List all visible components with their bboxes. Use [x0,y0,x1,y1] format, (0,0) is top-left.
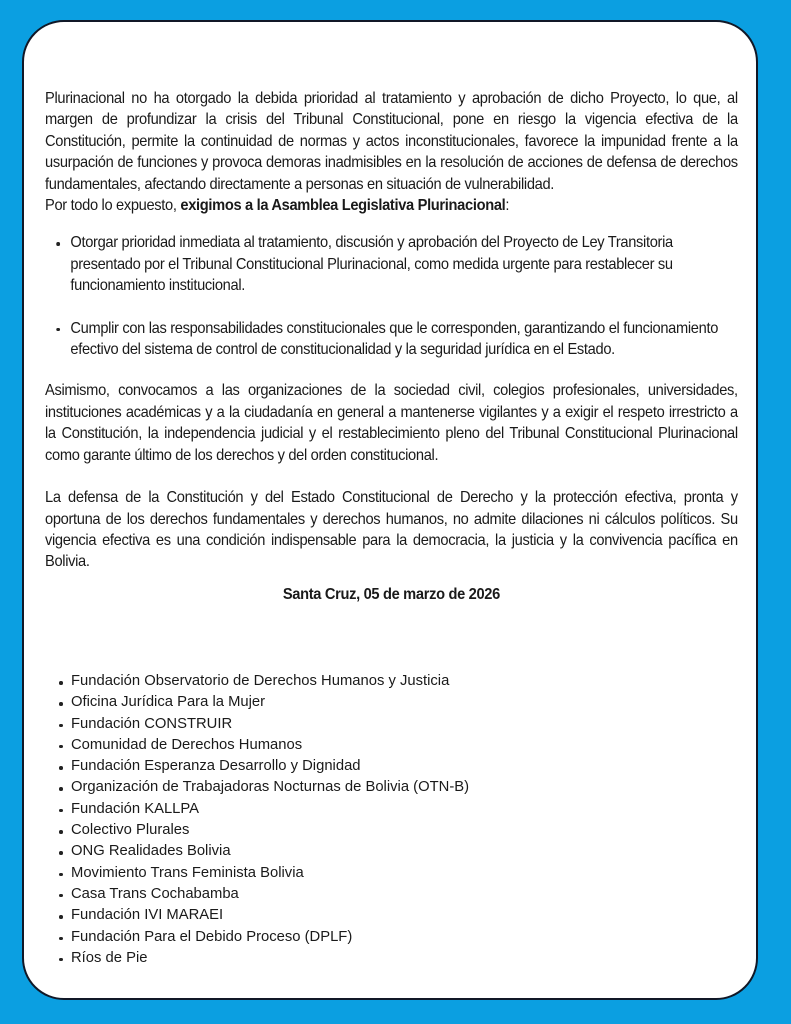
demand-item: Otorgar prioridad inmediata al tratamiento, discusión y aprobación del Proyecto de Ley Transitoria presentado por el Tribunal Constitucional Plurinacional, como medida urgente para restablecer su funcionamiento institucional. [45,232,738,296]
signatory-item: Casa Trans Cochabamba [45,884,469,905]
call-paragraph: Asimismo, convocamos a las organizaciones de la sociedad civil, colegios profesionales, universidades, instituciones académicas y a la ciudadanía en general a mantenerse vigilantes y a exigir el respeto irrestricto a la Constitución, la independencia judicial y el restablecimiento pleno del Tribunal Constitucional Plurinacional como garante último de los derechos y del orden constitucional. [45,382,738,464]
signatory-item: Movimiento Trans Feminista Bolivia [45,863,469,884]
signatory-item: Fundación Observatorio de Derechos Humanos y Justicia [45,671,469,692]
signatory-item: Colectivo Plurales [45,820,469,841]
demand-intro-prefix: Por todo lo expuesto, [45,197,181,215]
signatory-item: ONG Realidades Bolivia [45,841,469,862]
signatory-item: Organización de Trabajadoras Nocturnas de Bolivia (OTN-B) [45,777,469,798]
signatory-item: Oficina Jurídica Para la Mujer [45,692,469,713]
signatory-item: Fundación IVI MARAEI [45,905,469,926]
demand-intro-suffix: : [505,197,510,215]
place-date: Santa Cruz, 05 de marzo de 2026 [282,585,500,603]
signatories-list [45,671,469,969]
demands-list [45,232,738,360]
demand-intro [45,195,738,216]
signatory-item: Fundación CONSTRUIR [45,714,469,735]
signatory-item: Ríos de Pie [45,948,469,969]
signatory-item: Fundación Esperanza Desarrollo y Dignidad [45,756,469,777]
closing-paragraph: La defensa de la Constitución y del Estado Constitucional de Derecho y la protección efectiva, pronta y oportuna de los derechos fundamentales y derechos humanos, no admite dilaciones ni cálculos políticos. Su vigencia efectiva es una condición indispensable para la democracia, la justicia y la convivencia pacífica en Bolivia. [45,489,738,571]
demand-intro-addressee: exigimos a la Asamblea Legislativa Plurinacional [180,197,506,215]
document-body [45,88,738,605]
signatory-item: Comunidad de Derechos Humanos [45,735,469,756]
demand-item: Cumplir con las responsabilidades constitucionales que le corresponden, garantizando el funcionamiento efectivo del sistema de control de constitucionalidad y la seguridad jurídica en el Estado. [45,318,738,361]
intro-paragraph: Plurinacional no ha otorgado la debida prioridad al tratamiento y aprobación de dicho Proyecto, lo que, al margen de profundizar la crisis del Tribunal Constitucional, pone en riesgo la vigencia efectiva de la Constitución, permite la continuidad de normas y actos inconstitucionales, favorece la impunidad frente a la usurpación de funciones y provoca demoras inadmisibles en la resolución de acciones de defensa de derechos fundamentales, afectando directamente a personas en situación de vulnerabilidad. [45,90,738,193]
statement-text [45,88,738,605]
signatory-item: Fundación KALLPA [45,799,469,820]
signatory-item: Fundación Para el Debido Proceso (DPLF) [45,927,469,948]
